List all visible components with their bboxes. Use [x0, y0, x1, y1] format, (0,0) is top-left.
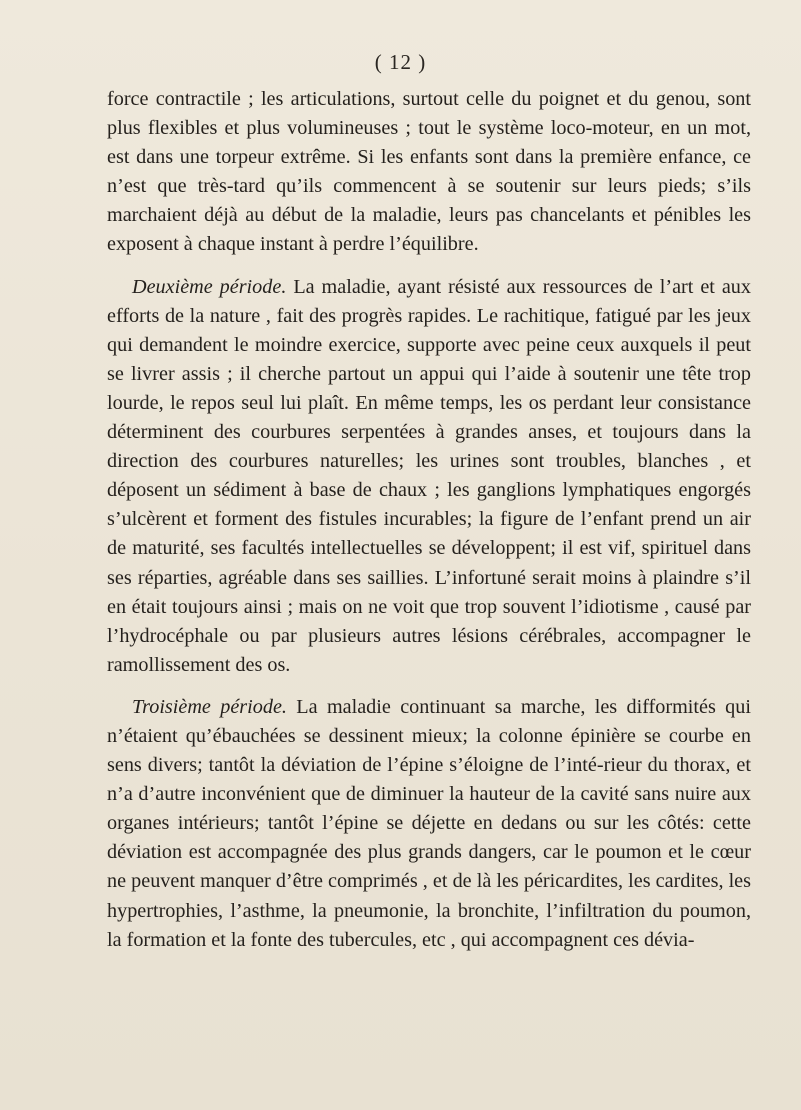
paragraph-text: La maladie, ayant résisté aux ressources de l’art et aux efforts de la nature , fait des progrès rapides. Le rachitique, fatigué par les jeux qui demandent le moindre exercice, supporte avec peine ceux auxquels il peut se livrer assis ; il cherche partout un appui qui l’aide à soutenir une tête trop lourde, le repos seul lui plaît. En même temps, les os perdant leur consistance déterminent des courbures serpentées à grandes anses, et toujours dans la direction des courbures naturelles; les urines sont troubles, blanches , et déposent un sédiment à base de chaux ; les ganglions lymphatiques engorgés s’ulcèrent et forment des fistules incurables; la figure de l’enfant prend un air de maturité, ses facultés intellectuelles se développent; il est vif, spirituel dans ses réparties, agréable dans ses saillies. L’infortuné serait moins à plaindre s’il en était toujours ainsi ; mais on ne voit que trop souvent l’idiotisme , causé par l’hydrocéphale ou par plusieurs autres lésions cérébrales, accompagner le ramollissement des os. [107, 275, 751, 676]
paragraph-text: force contractile ; les articulations, surtout celle du poignet et du genou, sont plus flexibles et plus volumineuses ; tout le système loco-moteur, en un mot, est dans une torpeur extrême. Si les enfants sont dans la première enfance, ce n’est que très-tard qu’ils commencent à se soutenir sur leurs pieds; s’ils marchaient déjà au début de la maladie, leurs pas chancelants et pénibles les exposent à chaque instant à perdre l’équilibre. [107, 88, 751, 256]
paragraph-text: La maladie continuant sa marche, les difformités qui n’étaient qu’ébauchées se dessinent mieux; la colonne épinière se courbe en sens divers; tantôt la déviation de l’épine s’éloigne de l’inté-rieur du thorax, et n’a d’autre inconvénient que de diminuer la hauteur de la cavité sans nuire aux organes intérieurs; tantôt l’épine se déjette en dedans ou sur les côtés: cette déviation est accompagnée des plus grands dangers, car le poumon et le cœur ne peuvent manquer d’être comprimés , et de là les péricardites, les cardites, les hypertrophies, l’asthme, la pneumonie, la bronchite, l’infiltration du poumon, la formation et la fonte des tubercules, etc , qui accompagnent ces dévia- [107, 695, 751, 951]
paragraph-deuxieme-periode [107, 273, 751, 680]
section-heading: Troisième période. [132, 695, 287, 718]
paragraph-troisieme-periode [107, 693, 751, 955]
section-heading: Deuxième période. [132, 275, 287, 298]
body-text [107, 85, 751, 968]
page-number: ( 12 ) [374, 50, 427, 74]
paragraph-continuation [107, 85, 751, 260]
